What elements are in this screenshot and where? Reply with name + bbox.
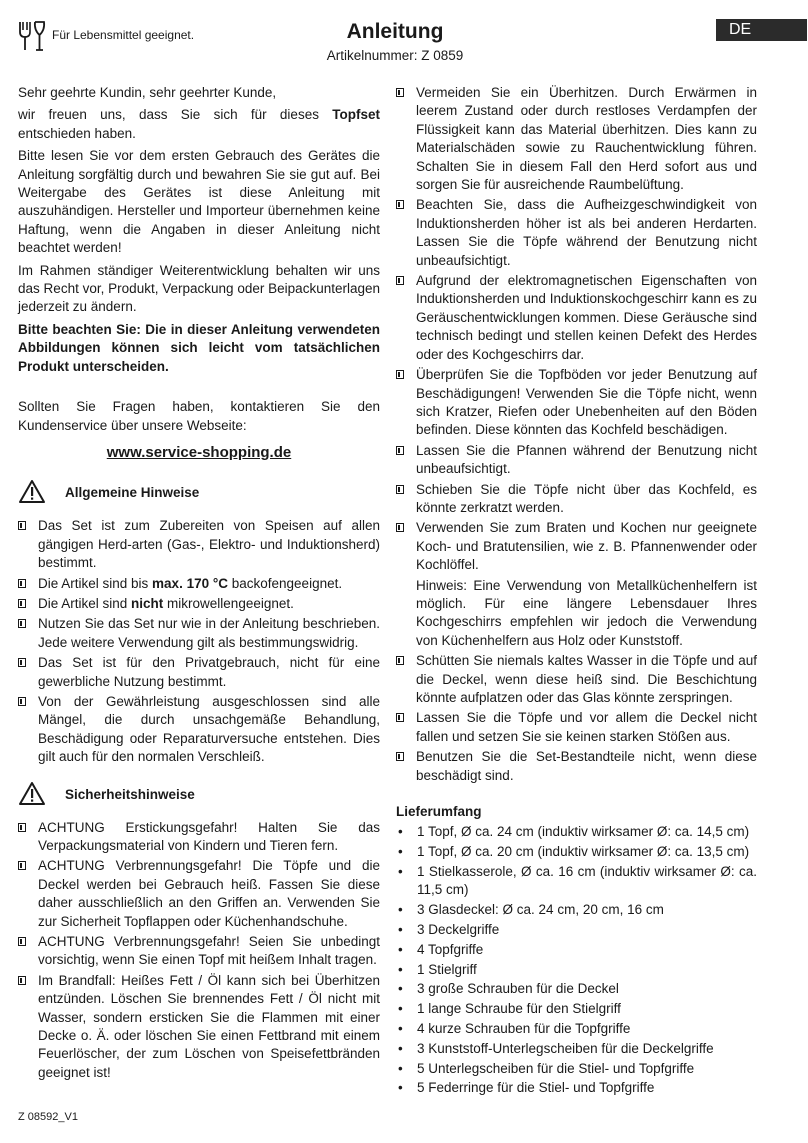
scope-list (396, 823, 757, 1097)
list-item: • 1 Topf, Ø ca. 24 cm (induktiv wirksamer Ø: ca. 14,5 cm) (396, 823, 757, 841)
list-item: Schütten Sie niemals kaltes Wasser in die Töpfe und auf die Deckel, wenn diese heiß sind. Die Beschichtung könnte aufplatzen oder das Glas könnte zerspringen. (396, 652, 757, 707)
list-item: Lassen Sie die Pfannen während der Benutzung nicht unbeaufsichtigt. (396, 442, 757, 479)
list-item: • 1 Stielgriff (396, 961, 757, 979)
list-item: • 4 kurze Schrauben für die Topfgriffe (396, 1020, 757, 1038)
warning-icon (18, 479, 46, 504)
checkbox-bullet-icon (396, 370, 404, 379)
list-item: ACHTUNG Verbrennungsgefahr! Seien Sie unbedingt vorsichtig, wenn Sie einen Topf mit heißem Inhalt tragen. (18, 933, 380, 970)
checkbox-bullet-icon (18, 619, 26, 628)
safety-list-continued (396, 84, 757, 575)
general-list (18, 517, 380, 766)
checkbox-bullet-icon (18, 861, 26, 870)
checkbox-bullet-icon (18, 697, 26, 706)
list-item: Das Set ist für den Privatgebrauch, nicht für eine gewerbliche Nutzung bestimmt. (18, 654, 380, 691)
checkbox-bullet-icon (18, 579, 26, 588)
utensil-note: Hinweis: Eine Verwendung von Metallküchenhelfern ist möglich. Für eine längere Lebensdauer Ihres Kochgeschirrs empfehlen wir jedoch die Verwendung von Küchenhelfern aus Holz oder Kunststoff. (416, 577, 757, 648)
checkbox-bullet-icon (396, 200, 404, 209)
food-safe-label: Für Lebensmittel geeignet. (52, 28, 195, 42)
checkbox-bullet-icon (396, 752, 404, 761)
list-item: Von der Gewährleistung ausgeschlossen sind alle Mängel, die durch unsachgemäße Behandlung, Beschädigung oder Reparaturversuche entstehen. Dies gilt auch für den normalen Verschleiß. (18, 693, 380, 767)
checkbox-bullet-icon (396, 446, 404, 455)
safety-list (18, 819, 380, 1083)
language-badge: DE (716, 19, 807, 41)
service-website-link[interactable]: www.service-shopping.de (106, 443, 292, 461)
page-title: Anleitung (346, 20, 444, 43)
list-item: Lassen Sie die Töpfe und vor allem die Deckel nicht fallen und setzen Sie sie keinen starken Stößen aus. (396, 709, 757, 746)
list-item: • 4 Topfgriffe (396, 941, 757, 959)
list-item: • 3 Kunststoff-Unterlegscheiben für die Deckelgriffe (396, 1040, 757, 1058)
checkbox-bullet-icon (18, 599, 26, 608)
list-item: Vermeiden Sie ein Überhitzen. Durch Erwärmen in leerem Zustand oder durch restloses Verdampfen der Flüssigkeit kann das Material überhitzen. Dies kann zu Materialschäden sowie zu Rauchentwicklung führen. Schalten Sie in diesem Fall den Herd sofort aus und sorgen Sie für ausreichende Raumbelüftung. (396, 84, 757, 194)
checkbox-bullet-icon (396, 713, 404, 722)
list-item: Die Artikel sind bis max. 170 °C backofengeeignet. (18, 575, 380, 593)
list-item: Überprüfen Sie die Topfböden vor jeder Benutzung auf Beschädigungen! Verwenden Sie die Töpfe nicht, wenn sich Kratzer, Riefen oder Unebenheiten auf den Böden befinden. Diese könnten das Kochfeld beschädigen. (396, 366, 757, 440)
intro-paragraph-1: wir freuen uns, dass Sie sich für dieses Topfset entschieden haben. (18, 107, 380, 141)
list-item: • 1 Topf, Ø ca. 20 cm (induktiv wirksamer Ø: ca. 13,5 cm) (396, 843, 757, 861)
list-item: • 3 Glasdeckel: Ø ca. 24 cm, 20 cm, 16 cm (396, 901, 757, 919)
list-item: Nutzen Sie das Set nur wie in der Anleitung beschrieben. Jede weitere Verwendung gilt als bestimmungswidrig. (18, 615, 380, 652)
general-heading: Allgemeine Hinweise (18, 479, 380, 509)
safety-heading: Sicherheitshinweise (18, 781, 380, 811)
warning-icon (18, 781, 46, 806)
checkbox-bullet-icon (18, 937, 26, 946)
list-item: Beachten Sie, dass die Aufheizgeschwindigkeit von Induktionsherden höher ist als bei anderen Herdarten. Lassen Sie die Töpfe während der Benutzung nicht unbeaufsichtigt. (396, 196, 757, 270)
intro-paragraph-3: Im Rahmen ständiger Weiterentwicklung behalten wir uns das Recht vor, Produkt, Verpackung oder Beipackunterlagen jederzeit zu ändern. (18, 262, 380, 315)
right-column (396, 84, 757, 1099)
document-code: Z 08592_V1 (18, 1111, 78, 1123)
list-item: Verwenden Sie zum Braten und Kochen nur geeignete Koch- und Bratutensilien, wie z. B. Pfannenwender oder Kochlöffel. (396, 519, 757, 574)
list-item: • 3 Deckelgriffe (396, 921, 757, 939)
safety-list-end (396, 652, 757, 785)
article-number: Artikelnummer: Z 0859 (326, 48, 464, 63)
checkbox-bullet-icon (396, 485, 404, 494)
checkbox-bullet-icon (18, 976, 26, 985)
list-item: • 1 lange Schraube für den Stielgriff (396, 1000, 757, 1018)
list-item: Die Artikel sind nicht mikrowellengeeignet. (18, 595, 380, 613)
checkbox-bullet-icon (18, 521, 26, 530)
intro-paragraph-5: Sollten Sie Fragen haben, kontaktieren Sie den Kundenservice über unsere Webseite: (18, 399, 380, 433)
scope-heading: Lieferumfang (396, 804, 482, 820)
list-item: Aufgrund der elektromagnetischen Eigenschaften von Induktionsherden und Induktionskochgeschirr kann es zu Geräuschentwicklungen kommen. Diese Geräusche sind technisch bedingt und stellen keinen Defekt des Herdes oder des Kochgeschirrs dar. (396, 272, 757, 364)
intro-paragraph-2: Bitte lesen Sie vor dem ersten Gebrauch des Gerätes die Anleitung sorgfältig durch und bewahren Sie sie gut auf. Bei Weitergabe des Gerätes ist diese Anleitung mit auszuhändigen. Hersteller und Importeur übernehmen keine Haftung, wenn die Angaben in dieser Anleitung nicht beachtet werden! (18, 148, 380, 256)
list-item: • 5 Unterlegscheiben für die Stiel- und Topfgriffe (396, 1060, 757, 1078)
list-item: ACHTUNG Erstickungsgefahr! Halten Sie das Verpackungsmaterial von Kindern und Tieren fern. (18, 819, 380, 856)
checkbox-bullet-icon (396, 523, 404, 532)
list-item: Das Set ist zum Zubereiten von Speisen auf allen gängigen Herd-arten (Gas-, Elektro- und Induktionsherd) bestimmt. (18, 517, 380, 572)
left-column (18, 84, 380, 1084)
list-item: Schieben Sie die Töpfe nicht über das Kochfeld, es könnte zerkratzt werden. (396, 481, 757, 518)
page-header (0, 0, 808, 70)
salutation: Sehr geehrte Kundin, sehr geehrter Kunde, (18, 85, 277, 100)
list-item: ACHTUNG Verbrennungsgefahr! Die Töpfe und die Deckel werden bei Gebrauch heiß. Fassen Sie diese daher ausschließlich an den Griffen an. Verwenden Sie zur Sicherheit Topflappen oder Küchenhandschuhe. (18, 857, 380, 931)
checkbox-bullet-icon (18, 823, 26, 832)
list-item: Im Brandfall: Heißes Fett / Öl kann sich bei Überhitzen entzünden. Löschen Sie brennendes Fett / Öl nicht mit Wasser, sondern ersticken Sie die Flammen mit einer Decke o. Ä. oder löschen Sie einen Fettbrand mit einem Feuerlöscher, der zum Löschen von Speisefettbränden geeignet ist! (18, 972, 380, 1082)
list-item: Benutzen Sie die Set-Bestandteile nicht, wenn diese beschädigt sind. (396, 748, 757, 785)
intro-paragraph-4: Bitte beachten Sie: Die in dieser Anleitung verwendeten Abbildungen können sich leicht vom tatsächlichen Produkt unterscheiden. (18, 321, 380, 374)
checkbox-bullet-icon (396, 656, 404, 665)
list-item: • 5 Federringe für die Stiel- und Topfgriffe (396, 1079, 757, 1097)
list-item: • 1 Stielkasserole, Ø ca. 16 cm (induktiv wirksamer Ø: ca. 11,5 cm) (396, 863, 757, 900)
checkbox-bullet-icon (396, 88, 404, 97)
checkbox-bullet-icon (396, 276, 404, 285)
list-item: • 3 große Schrauben für die Deckel (396, 980, 757, 998)
checkbox-bullet-icon (18, 658, 26, 667)
